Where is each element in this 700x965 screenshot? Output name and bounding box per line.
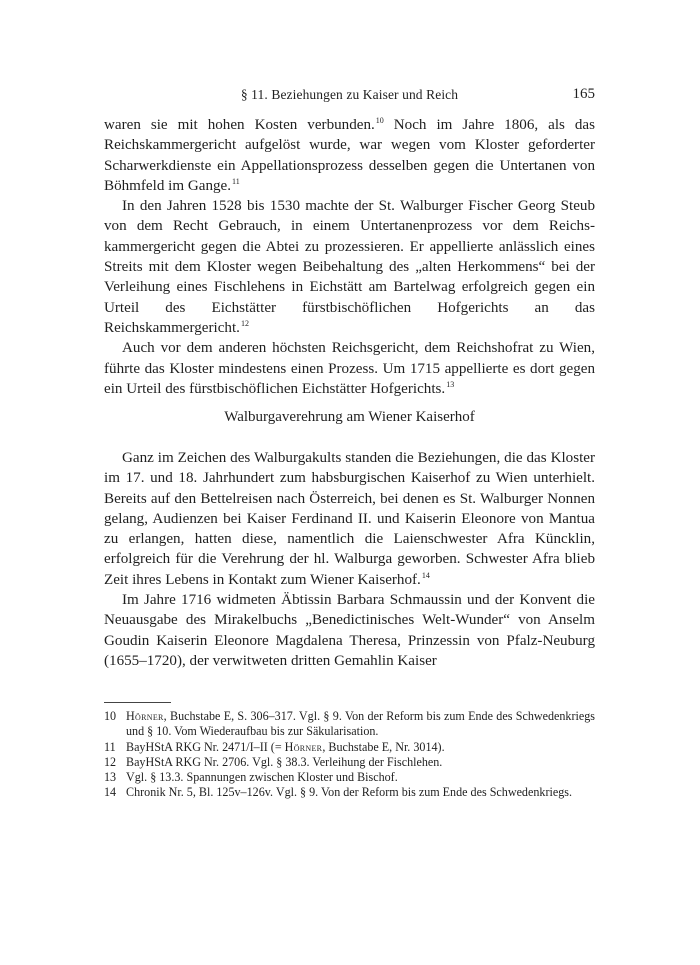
text-run: Chronik Nr. 5, Bl. 125v–126v. Vgl. § 9. Von der Reform bis zum Ende des Schwedenkriegs. [126, 785, 572, 800]
body-text-section-2 [104, 448, 595, 671]
text-run: Vgl. § 13.3. Spannungen zwischen Kloster und Bischof. [126, 770, 398, 785]
text-run: , Buchstabe E, Nr. 3014). [322, 739, 445, 754]
page-number: 165 [572, 86, 595, 102]
body-text-section-1 [104, 115, 595, 399]
running-head: § 11. Beziehungen zu Kaiser und Reich [240, 87, 459, 102]
text-run: Auch vor dem anderen höchsten Reichsgericht, dem Reichshofrat zu Wien, führte das Kloster mindestens einen Prozess. Um 1715 appellierte es dort gegen ein Urteil des fürstbischöflichen Eichstätter Hofgerichts. [104, 340, 595, 397]
footnotes [104, 709, 595, 801]
author-name: Hörner [284, 739, 323, 754]
paragraph [104, 338, 595, 399]
footnote-ref: 11 [232, 176, 240, 186]
footnote-ref: 10 [375, 116, 384, 125]
section-heading: Walburgaverehrung am Wiener Kaiserhof [224, 409, 475, 425]
paragraph [104, 590, 595, 671]
footnote [104, 785, 595, 800]
text-run: Noch im Jahre 1806, als das Reichskammergericht aufgelöst wurde, war wegen vom Kloster geforderter Scharwerkdienste ein Appellationsprozess desselben gegen die Untertanen von Böhmfeld im Gange. [104, 117, 595, 194]
footnote-text [126, 709, 595, 740]
footnote-number: 11 [104, 739, 116, 754]
text-run: waren sie mit hohen Kosten verbunden. [104, 117, 375, 133]
text-run: BayHStA RKG Nr. 2706. Vgl. § 38.3. Verleihung der Fischlehen. [126, 754, 443, 769]
text-run: , Buchstabe E, S. 306–317. Vgl. § 9. Von der Reform bis zum Ende des Schwedenkriegs und § 10. Vom Wiederaufbau bis zur Säkularisation. [126, 709, 595, 739]
footnote-text [126, 785, 595, 800]
text-run: In den Jahren 1528 bis 1530 machte der St. Walburger Fischer Georg Steub von dem Recht Gebrauch, in einem Untertanenprozess vor dem Reichskammergericht gegen die Abtei zu prozessieren. Er appellierte anlässlich eines Streits mit dem Kloster wegen Beibehaltung des „alten Herkommens“ bei der Verleihung eines Fischlehens in Eichstätt am Bartelwag erfolgreich gegen ein Urteil des Eichstätter fürstbischöflichen Hofgerichts an das Reichskammergericht. [104, 198, 595, 336]
text-run: Im Jahre 1716 widmeten Äbtissin Barbara Schmaussin und der Konvent die Neuausgabe des Mirakelbuchs „Benedictinisches Welt-Wunder“ von Anselm Goudin Kaiserin Eleonore Magdalena Theresa, Prinzessin von Pfalz-Neuburg (1655–1720), der verwitweten dritten Gemahlin Kaiser [104, 592, 595, 669]
text-run: BayHStA RKG Nr. 2471/I–II (= [126, 739, 285, 754]
text-run: Ganz im Zeichen des Walburgakults standen die Beziehungen, die das Kloster im 17. und 18. Jahrhundert zum habsburgischen Kaiserhof zu Wien unterhielt. Bereits auf den Bettelreisen nach Österreich, bei denen es St. Walburger Nonnen gelang, Audienzen bei Kaiser Ferdinand II. und Kaiserin Eleonore von Mantua zu erlangen, hatten diese, namentlich die Laienschwester Afra Küncklin, erfolgreich für die Verehrung der hl. Walburga geworben. Schwester Afra blieb Zeit ihres Lebens in Kontakt zum Wiener Kaiserhof. [104, 450, 595, 588]
footnote-number: 12 [104, 754, 117, 769]
footnote-number: 10 [104, 709, 117, 723]
footnote-text [126, 770, 595, 785]
footnote-number: 14 [104, 785, 117, 800]
paragraph [104, 448, 595, 590]
footnote-divider [104, 702, 171, 703]
footnote [104, 709, 595, 740]
footnote-ref: 13 [446, 379, 455, 389]
footnote-text [126, 740, 595, 755]
footnote-ref: 14 [421, 570, 430, 580]
author-name: Hörner [126, 709, 164, 723]
paragraph [104, 196, 595, 338]
page-header [104, 86, 595, 106]
paragraph [104, 115, 595, 196]
footnote-text [126, 755, 595, 770]
footnote [104, 755, 595, 770]
footnote [104, 770, 595, 785]
footnote-number: 13 [104, 770, 117, 785]
footnote [104, 740, 595, 755]
footnote-ref: 12 [240, 318, 249, 328]
